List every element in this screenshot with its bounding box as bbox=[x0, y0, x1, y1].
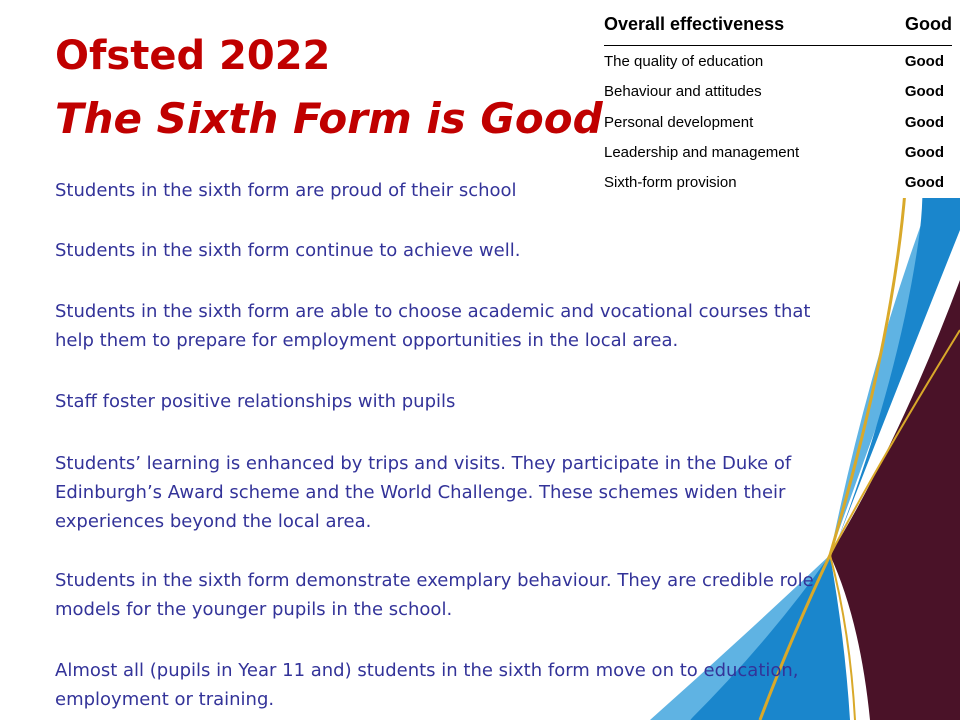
ratings-row-label: Behaviour and attitudes bbox=[604, 83, 762, 100]
ratings-header bbox=[604, 11, 952, 46]
ratings-row-label: Sixth-form provision bbox=[604, 174, 737, 191]
ratings-row-label: The quality of education bbox=[604, 53, 764, 70]
ratings-row-value: Good bbox=[904, 53, 944, 70]
body-paragraph: Almost all (pupils in Year 11 and) students in the sixth form move on to education, employment or training. bbox=[55, 660, 799, 710]
ratings-row-value: Good bbox=[904, 144, 944, 161]
slide-subtitle: The Sixth Form is Good bbox=[55, 94, 603, 143]
body-paragraph: Students in the sixth form are proud of their school bbox=[55, 180, 517, 201]
ratings-row bbox=[604, 53, 944, 77]
body-paragraph: Staff foster positive relationships with pupils bbox=[55, 391, 456, 412]
body-paragraph: Students’ learning is enhanced by trips and visits. They participate in the Duke of Edinburgh’s Award scheme and the World Challenge. These schemes widen their experiences beyond the local area. bbox=[55, 453, 792, 532]
ratings-header-label: Overall effectiveness bbox=[604, 14, 785, 34]
ratings-row-value: Good bbox=[904, 114, 944, 131]
ratings-table bbox=[596, 0, 960, 198]
ratings-row-label: Leadership and management bbox=[604, 144, 800, 161]
ratings-row bbox=[604, 144, 944, 168]
ratings-row-value: Good bbox=[904, 174, 944, 191]
slide-title: Ofsted 2022 bbox=[55, 33, 331, 79]
ratings-row bbox=[604, 114, 944, 138]
ratings-header-value: Good bbox=[905, 14, 952, 34]
ratings-row bbox=[604, 83, 944, 107]
body-paragraph: Students in the sixth form are able to choose academic and vocational courses that help them to prepare for employment opportunities in the local area. bbox=[55, 301, 811, 351]
ratings-row-value: Good bbox=[904, 83, 944, 100]
body-paragraph: Students in the sixth form continue to achieve well. bbox=[55, 240, 521, 261]
ratings-row-label: Personal development bbox=[604, 114, 754, 131]
body-paragraph: Students in the sixth form demonstrate exemplary behaviour. They are credible role models for the younger pupils in the school. bbox=[55, 570, 814, 620]
